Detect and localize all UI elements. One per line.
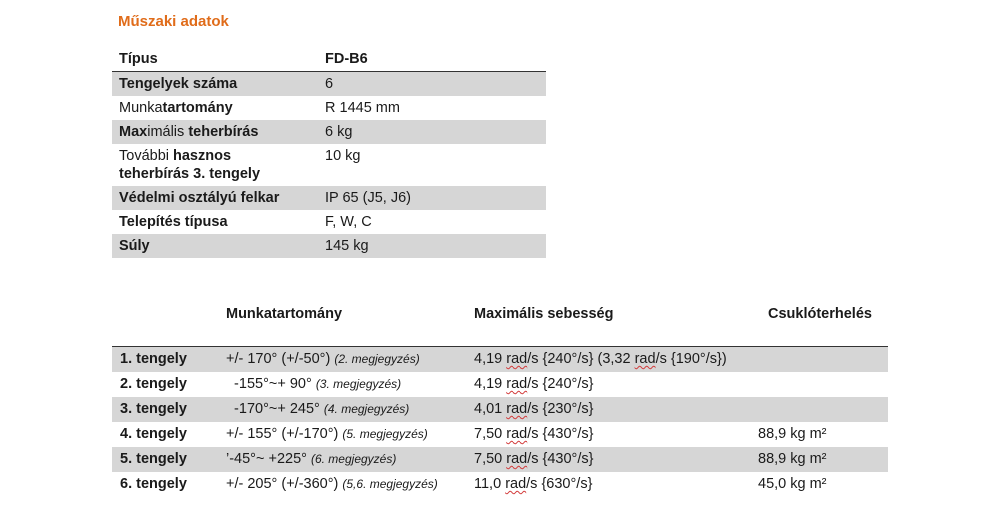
axis-row [112, 397, 888, 422]
axis-speed-unit: rad [634, 351, 656, 367]
spec-key [112, 210, 325, 234]
spec-row [112, 144, 546, 186]
axis-range [226, 426, 428, 442]
axis-header-range: Munkatartomány [226, 306, 343, 322]
spec-value: F, W, C [325, 214, 372, 230]
spec-key-part: További [119, 148, 174, 164]
axis-row [112, 447, 888, 472]
axis-speed [474, 401, 593, 417]
axis-range-value: -155°~+ 90° [226, 376, 312, 392]
axis-speed [474, 451, 593, 467]
axis-speed-part: 4,19 [474, 376, 507, 392]
spec-key-part: Súly [119, 238, 150, 254]
axis-speed-part: 7,50 [474, 426, 507, 442]
axis-speed-unit: rad [506, 401, 528, 417]
axis-name: 3. tengely [120, 401, 187, 417]
spec-key-part: Telepítés típusa [119, 214, 228, 230]
axis-range-note: (4. megjegyzés) [323, 402, 410, 416]
axis-speed-part: /s {190°/s}) [655, 351, 727, 367]
spec-row [112, 72, 546, 96]
axis-header-speed: Maximális sebesség [474, 306, 614, 322]
axis-row [112, 422, 888, 447]
spec-row [112, 120, 546, 144]
axis-speed [474, 476, 592, 492]
axis-speed-unit: rad [505, 476, 527, 492]
axis-table [112, 346, 888, 497]
spec-key-part: teherbírás [188, 124, 259, 140]
spec-value: IP 65 (J5, J6) [325, 190, 411, 206]
axis-speed-part: /s {630°/s} [526, 476, 593, 492]
spec-header-value: FD-B6 [325, 51, 368, 67]
spec-value: 6 [325, 76, 334, 92]
axis-range-value: ’-45°~ +225° [226, 451, 307, 467]
axis-range-value: +/- 155° (+/-170°) [226, 426, 339, 442]
axis-range [226, 376, 401, 392]
axis-load: 45,0 kg m² [758, 476, 827, 492]
axis-range [226, 476, 438, 492]
axis-range [226, 351, 420, 367]
axis-name: 4. tengely [120, 426, 187, 442]
axis-speed-part: /s {430°/s} [527, 451, 594, 467]
page-title: Műszaki adatok [118, 13, 229, 30]
axis-range-value: +/- 205° (+/-360°) [226, 476, 339, 492]
spec-key-part: hasznos teherbírás 3. tengely [119, 148, 261, 182]
axis-range-note: (6. megjegyzés) [310, 452, 397, 466]
spec-key [112, 120, 325, 144]
axis-range [226, 451, 396, 467]
axis-speed-part: 4,01 [474, 401, 507, 417]
axis-row [112, 346, 888, 372]
spec-key [112, 234, 325, 258]
axis-range [226, 401, 409, 417]
axis-name: 6. tengely [120, 476, 187, 492]
spec-value: 10 kg [325, 148, 361, 164]
axis-header-load: Csuklóterhelés [768, 306, 872, 322]
spec-value: R 1445 mm [325, 100, 400, 116]
axis-speed-part: 11,0 [474, 476, 506, 492]
axis-range-note: (3. megjegyzés) [315, 377, 402, 391]
spec-row [112, 234, 546, 258]
axis-speed-part: /s {230°/s} [527, 401, 594, 417]
axis-speed-unit: rad [506, 451, 528, 467]
axis-range-note: (2. megjegyzés) [334, 352, 420, 366]
axis-range-value: +/- 170° (+/-50°) [226, 351, 331, 367]
spec-key-part: imális [147, 124, 189, 140]
axis-range-value: -170°~+ 245° [226, 401, 320, 417]
axis-row [112, 372, 888, 397]
spec-value: 145 kg [325, 238, 369, 254]
axis-speed-part: 4,19 [474, 351, 507, 367]
spec-key-part: Védelmi osztályú felkar [119, 190, 280, 206]
spec-row [112, 186, 546, 210]
axis-speed-part: /s {240°/s} [527, 376, 594, 392]
spec-key [112, 96, 325, 120]
axis-speed [474, 426, 593, 442]
axis-range-note: (5. megjegyzés) [342, 427, 428, 441]
spec-key [112, 186, 325, 210]
axis-speed-unit: rad [506, 426, 528, 442]
spec-header-key: Típus [119, 51, 158, 67]
axis-speed-unit: rad [506, 376, 528, 392]
spec-row [112, 96, 546, 120]
axis-speed [474, 351, 727, 367]
axis-name: 1. tengely [120, 351, 187, 367]
spec-table [112, 47, 546, 258]
axis-range-note: (5,6. megjegyzés) [342, 477, 438, 491]
axis-name: 5. tengely [120, 451, 187, 467]
spec-key-part: Max [119, 124, 148, 140]
axis-speed-part: 7,50 [474, 451, 507, 467]
spec-header-row [112, 47, 546, 72]
spec-value: 6 kg [325, 124, 353, 140]
axis-load: 88,9 kg m² [758, 426, 827, 442]
axis-speed-part: /s {430°/s} [527, 426, 594, 442]
axis-speed-part: /s {240°/s} (3,32 [527, 351, 635, 367]
axis-load: 88,9 kg m² [758, 451, 827, 467]
spec-key-part: Munka [119, 100, 163, 116]
spec-key-part: Tengelyek száma [119, 76, 238, 92]
spec-key-part: tartomány [162, 100, 233, 116]
spec-key [112, 144, 325, 186]
spec-row [112, 210, 546, 234]
axis-speed-unit: rad [506, 351, 528, 367]
axis-name: 2. tengely [120, 376, 187, 392]
spec-key [112, 72, 325, 96]
axis-row [112, 472, 888, 497]
axis-speed [474, 376, 593, 392]
